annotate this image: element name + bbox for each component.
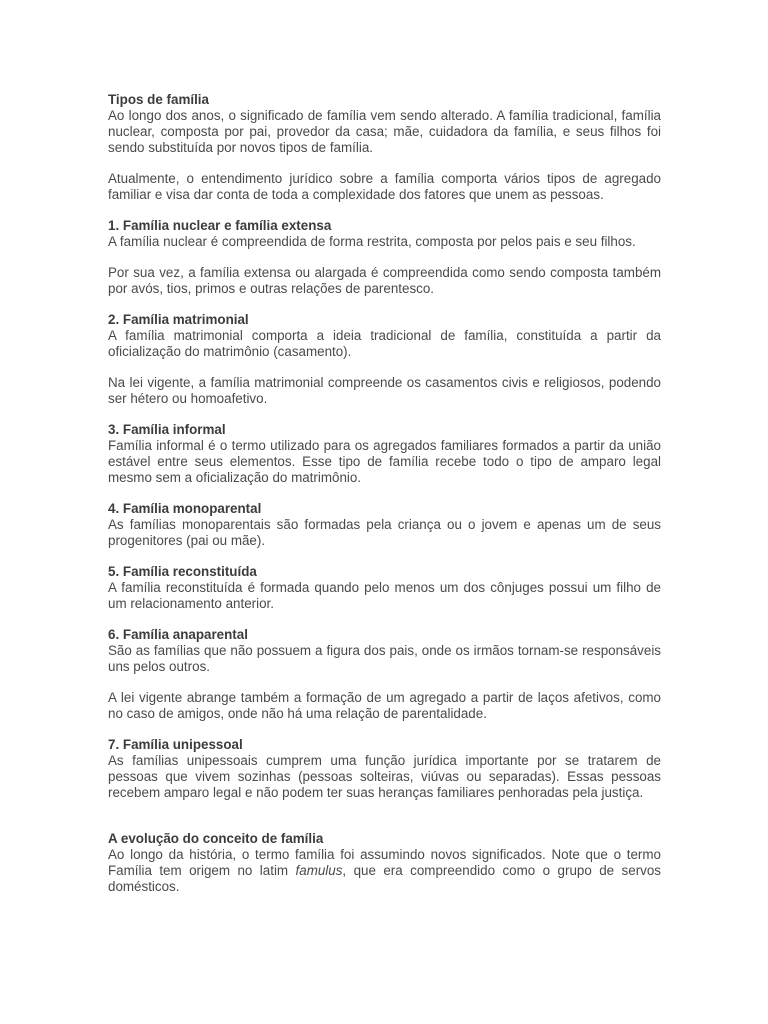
evolution-text-before: Ao longo da história, o termo família foi assumindo novos significados. Note que o termo Família tem origem no latim — [108, 847, 661, 878]
spacer — [108, 675, 661, 690]
spacer — [108, 407, 661, 422]
spacer — [108, 549, 661, 564]
evolution-latin-term: famulus — [295, 863, 343, 878]
spacer — [108, 203, 661, 218]
section-anaparental-paragraph-2: A lei vigente abrange também a formação de um agregado a partir de laços afetivos, como no caso de amigos, onde não há uma relação de parentalidade. — [108, 690, 661, 721]
section-heading-informal: 3. Família informal — [108, 422, 226, 437]
intro-paragraph-2: Atualmente, o entendimento jurídico sobre a família comporta vários tipos de agregado familiar e visa dar conta de toda a complexidade dos fatores que unem as pessoas. — [108, 171, 661, 202]
evolution-heading: A evolução do conceito de família — [108, 831, 324, 846]
section-nuclear-paragraph-2: Por sua vez, a família extensa ou alargada é compreendida como sendo composta também por avós, tios, primos e outras relações de parentesco. — [108, 265, 661, 296]
evolution-paragraph — [108, 847, 661, 895]
section-matrimonial-paragraph-1: A família matrimonial comporta a ideia tradicional de família, constituída a partir da oficialização do matrimônio (casamento). — [108, 328, 661, 359]
document-page — [108, 92, 661, 895]
section-heading-unipessoal: 7. Família unipessoal — [108, 737, 243, 752]
section-informal-paragraph-1: Família informal é o termo utilizado para os agregados familiares formados a partir da união estável entre seus elementos. Esse tipo de família recebe todo o tipo de amparo legal mesmo sem a oficialização do matrimônio. — [108, 438, 661, 485]
document-title: Tipos de família — [108, 92, 209, 107]
evolution-text-after: , que era compreendido como o grupo de servos domésticos. — [108, 863, 661, 894]
spacer — [108, 722, 661, 737]
section-heading-matrimonial: 2. Família matrimonial — [108, 312, 249, 327]
spacer — [108, 297, 661, 312]
spacer — [108, 801, 661, 831]
section-heading-nuclear: 1. Família nuclear e família extensa — [108, 218, 332, 233]
section-matrimonial-paragraph-2: Na lei vigente, a família matrimonial compreende os casamentos civis e religiosos, podendo ser hétero ou homoafetivo. — [108, 375, 661, 406]
spacer — [108, 360, 661, 375]
spacer — [108, 486, 661, 501]
section-heading-reconstituida: 5. Família reconstituída — [108, 564, 257, 579]
section-unipessoal-paragraph-1: As famílias unipessoais cumprem uma função jurídica importante por se tratarem de pessoas que vivem sozinhas (pessoas solteiras, viúvas ou separadas). Essas pessoas recebem amparo legal e não podem ter suas heranças familiares penhoradas pela justiça. — [108, 753, 661, 800]
spacer — [108, 612, 661, 627]
section-reconstituida-paragraph-1: A família reconstituída é formada quando pelo menos um dos cônjuges possui um filho de um relacionamento anterior. — [108, 580, 661, 611]
section-heading-anaparental: 6. Família anaparental — [108, 627, 248, 642]
section-anaparental-paragraph-1: São as famílias que não possuem a figura dos pais, onde os irmãos tornam-se responsáveis uns pelos outros. — [108, 643, 661, 674]
spacer — [108, 156, 661, 171]
spacer — [108, 250, 661, 265]
intro-paragraph-1: Ao longo dos anos, o significado de família vem sendo alterado. A família tradicional, família nuclear, composta por pai, provedor da casa; mãe, cuidadora da família, e seus filhos foi sendo substituída por novos tipos de família. — [108, 108, 661, 155]
section-heading-monoparental: 4. Família monoparental — [108, 501, 262, 516]
section-monoparental-paragraph-1: As famílias monoparentais são formadas pela criança ou o jovem e apenas um de seus progenitores (pai ou mãe). — [108, 517, 661, 548]
section-nuclear-paragraph-1: A família nuclear é compreendida de forma restrita, composta por pelos pais e seu filhos. — [108, 234, 636, 249]
